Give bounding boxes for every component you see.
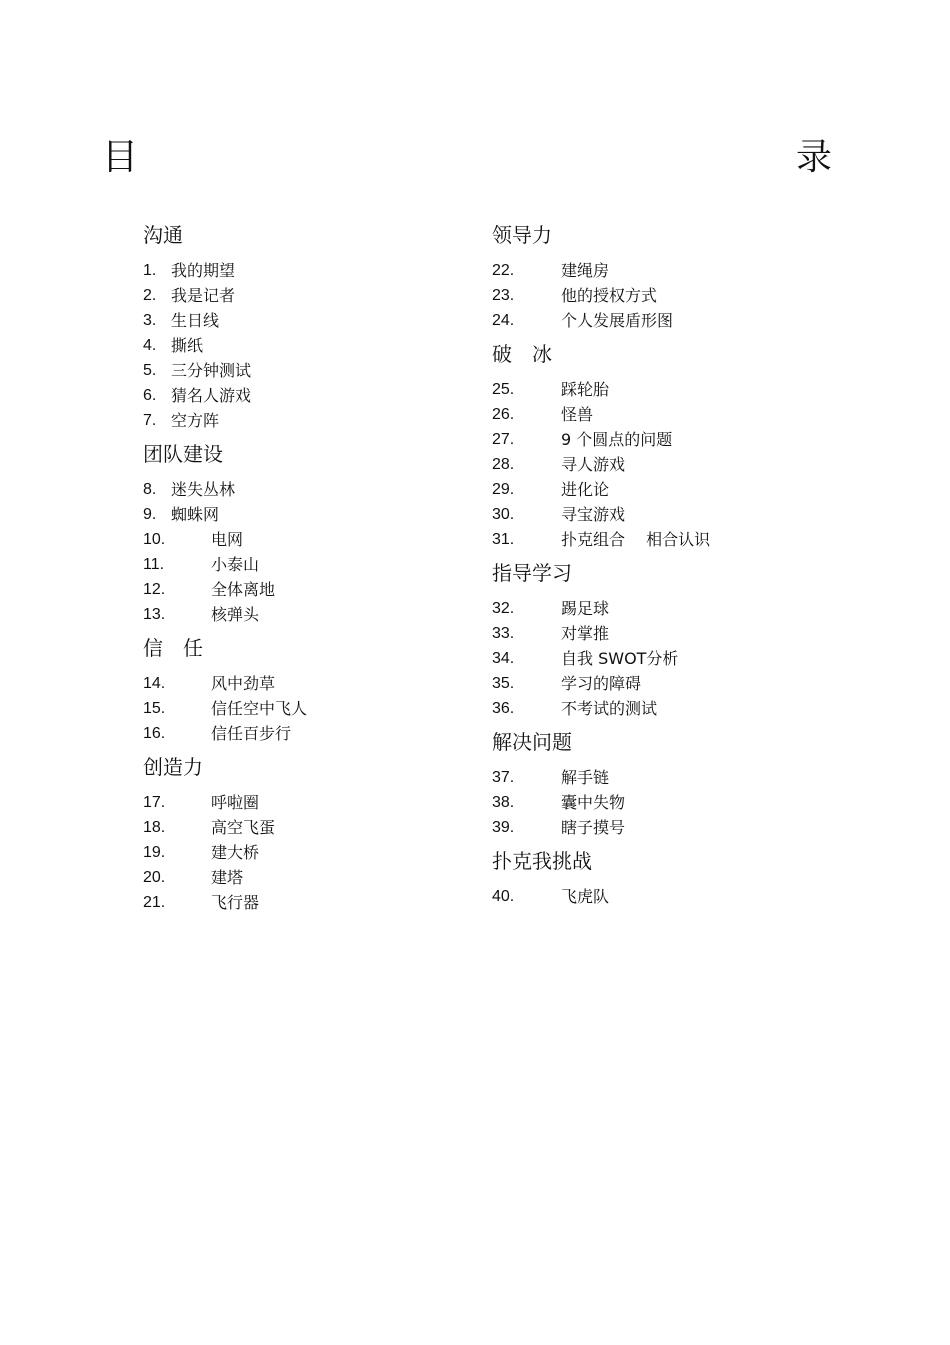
toc-entry-title: 空方阵: [171, 411, 220, 430]
toc-entry-title: 建绳房: [561, 261, 610, 280]
section-heading: 创造力: [143, 755, 203, 779]
toc-entry-number: 10.: [143, 531, 166, 548]
toc-entry[interactable]: [492, 502, 822, 527]
toc-entry-title: 对掌推: [561, 624, 610, 643]
toc-entry[interactable]: [143, 890, 463, 915]
toc-entry-number: 22.: [492, 262, 515, 279]
toc-entry-number: 18.: [143, 819, 166, 836]
toc-entry-number: 39.: [492, 819, 515, 836]
toc-entry[interactable]: [492, 427, 822, 452]
section-heading: 解决问题: [492, 730, 572, 754]
toc-entry-title: 我的期望: [171, 261, 236, 280]
toc-entry-number: 37.: [492, 769, 515, 786]
toc-entry[interactable]: [143, 408, 463, 433]
toc-entry-number: 19.: [143, 844, 166, 861]
toc-entry-number: 20.: [143, 869, 166, 886]
toc-entry[interactable]: [492, 646, 822, 671]
toc-entry[interactable]: [492, 884, 822, 909]
toc-entry[interactable]: [143, 502, 463, 527]
toc-entry-number: 31.: [492, 531, 515, 548]
toc-entry-number: 40.: [492, 888, 515, 905]
toc-section: [143, 633, 463, 746]
toc-entry-number: 1.: [143, 262, 157, 279]
toc-entry-number: 4.: [143, 337, 157, 354]
toc-entry[interactable]: [492, 815, 822, 840]
toc-entry-title: 踩轮胎: [561, 380, 610, 399]
toc-entry-number: 7.: [143, 412, 157, 429]
toc-entry[interactable]: [143, 283, 463, 308]
section-heading: 领导力: [492, 223, 552, 247]
toc-section: [492, 220, 822, 333]
toc-entry-number: 5.: [143, 362, 157, 379]
toc-entry-number: 11.: [143, 556, 165, 573]
toc-entry-number: 14.: [143, 675, 166, 692]
toc-entry-number: 38.: [492, 794, 515, 811]
toc-entry-title: 自我 SWOT分析: [561, 649, 679, 668]
toc-entry-title: 核弹头: [211, 605, 260, 624]
toc-section: [143, 439, 463, 627]
toc-entry-number: 36.: [492, 700, 515, 717]
toc-left-column: [143, 220, 463, 915]
toc-entry[interactable]: [492, 790, 822, 815]
toc-entry-title: 寻宝游戏: [561, 505, 626, 524]
toc-entry-title: 电网: [211, 530, 244, 549]
toc-entry-number: 9.: [143, 506, 157, 523]
toc-entry-number: 17.: [143, 794, 166, 811]
toc-entry-title: 猜名人游戏: [171, 386, 252, 405]
toc-entry[interactable]: [143, 602, 463, 627]
toc-entry-title: 他的授权方式: [561, 286, 658, 305]
toc-entry[interactable]: [492, 527, 822, 552]
toc-entry[interactable]: [492, 402, 822, 427]
toc-entry-number: 21.: [143, 894, 166, 911]
section-heading: 扑克我挑战: [492, 849, 592, 873]
toc-entry-title: 我是记者: [171, 286, 236, 305]
toc-entry[interactable]: [492, 283, 822, 308]
section-heading: 信 任: [143, 636, 203, 660]
toc-entry-title: 建大桥: [211, 843, 260, 862]
toc-entry[interactable]: [143, 308, 463, 333]
toc-entry-title: 9 个圆点的问题: [561, 430, 673, 449]
toc-entry[interactable]: [492, 696, 822, 721]
toc-entry-title: 踢足球: [561, 599, 610, 618]
toc-section: [492, 558, 822, 721]
toc-entry-number: 15.: [143, 700, 166, 717]
toc-section: [492, 339, 822, 552]
toc-entry[interactable]: [492, 477, 822, 502]
toc-entry[interactable]: [143, 721, 463, 746]
toc-entry[interactable]: [143, 383, 463, 408]
toc-entry-number: 3.: [143, 312, 157, 329]
page-title-right-char: 录: [796, 137, 833, 178]
toc-entry[interactable]: [143, 696, 463, 721]
toc-entry-title: 风中劲草: [211, 674, 276, 693]
toc-entry[interactable]: [492, 258, 822, 283]
toc-entry-title: 飞虎队: [561, 887, 610, 906]
toc-entry-title: 信任百步行: [211, 724, 292, 743]
toc-entry-number: 34.: [492, 650, 515, 667]
toc-entry[interactable]: [143, 358, 463, 383]
toc-section: [492, 846, 822, 909]
section-heading: 破 冰: [492, 342, 552, 366]
toc-entry[interactable]: [492, 671, 822, 696]
toc-entry-title: 生日线: [171, 311, 220, 330]
toc-entry-title: 撕纸: [171, 336, 204, 355]
toc-entry-title: 全体离地: [211, 580, 276, 599]
section-heading: 沟通: [143, 223, 183, 247]
toc-entry[interactable]: [492, 377, 822, 402]
toc-right-column: [492, 220, 822, 909]
toc-entry-number: 26.: [492, 406, 515, 423]
toc-entry[interactable]: [143, 865, 463, 890]
toc-entry-title: 囊中失物: [561, 793, 626, 812]
toc-entry-title: 三分钟测试: [171, 361, 252, 380]
toc-section: [492, 727, 822, 840]
toc-entry[interactable]: [143, 333, 463, 358]
toc-entry-number: 13.: [143, 606, 166, 623]
toc-entry-title: 小泰山: [211, 555, 260, 574]
toc-entry-number: 2.: [143, 287, 157, 304]
toc-section: [143, 220, 463, 433]
toc-entry[interactable]: [143, 527, 463, 552]
toc-entry-title: 信任空中飞人: [211, 699, 308, 718]
toc-entry-number: 16.: [143, 725, 166, 742]
section-heading: 指导学习: [492, 561, 572, 585]
toc-entry[interactable]: [143, 552, 463, 577]
toc-entry-title: 扑克组合 相合认识: [561, 530, 711, 549]
toc-entry[interactable]: [143, 258, 463, 283]
toc-entry[interactable]: [143, 840, 463, 865]
toc-entry-number: 25.: [492, 381, 515, 398]
toc-entry-title: 高空飞蛋: [211, 818, 276, 837]
toc-entry-title: 怪兽: [561, 405, 594, 424]
toc-entry-number: 35.: [492, 675, 515, 692]
toc-entry-number: 33.: [492, 625, 515, 642]
toc-entry-title: 瞎子摸号: [561, 818, 626, 837]
toc-entry[interactable]: [492, 596, 822, 621]
page-title-left-char: 目: [102, 137, 139, 178]
toc-entry[interactable]: [143, 790, 463, 815]
toc-entry-title: 迷失丛林: [171, 480, 236, 499]
toc-entry-number: 27.: [492, 431, 515, 448]
toc-entry[interactable]: [492, 765, 822, 790]
toc-entry-title: 个人发展盾形图: [561, 311, 674, 330]
toc-entry-number: 29.: [492, 481, 515, 498]
toc-entry-title: 建塔: [211, 868, 244, 887]
toc-entry-title: 学习的障碍: [561, 674, 642, 693]
toc-entry[interactable]: [143, 815, 463, 840]
toc-entry-number: 24.: [492, 312, 515, 329]
toc-entry-title: 蜘蛛网: [171, 505, 220, 524]
toc-entry[interactable]: [492, 621, 822, 646]
toc-entry-number: 32.: [492, 600, 515, 617]
toc-entry-title: 飞行器: [211, 893, 260, 912]
toc-entry-number: 23.: [492, 287, 515, 304]
section-heading: 团队建设: [143, 442, 223, 466]
toc-entry-title: 寻人游戏: [561, 455, 626, 474]
toc-entry-title: 不考试的测试: [561, 699, 658, 718]
toc-entry-title: 呼啦圈: [211, 793, 260, 812]
toc-section: [143, 752, 463, 915]
toc-entry[interactable]: [143, 671, 463, 696]
toc-entry-number: 28.: [492, 456, 515, 473]
toc-entry[interactable]: [492, 308, 822, 333]
toc-entry[interactable]: [143, 577, 463, 602]
toc-entry-number: 30.: [492, 506, 515, 523]
toc-entry-title: 解手链: [561, 768, 610, 787]
toc-entry-title: 进化论: [561, 480, 610, 499]
toc-entry[interactable]: [143, 477, 463, 502]
toc-entry[interactable]: [492, 452, 822, 477]
toc-entry-number: 12.: [143, 581, 166, 598]
toc-entry-number: 8.: [143, 481, 157, 498]
toc-entry-number: 6.: [143, 387, 157, 404]
